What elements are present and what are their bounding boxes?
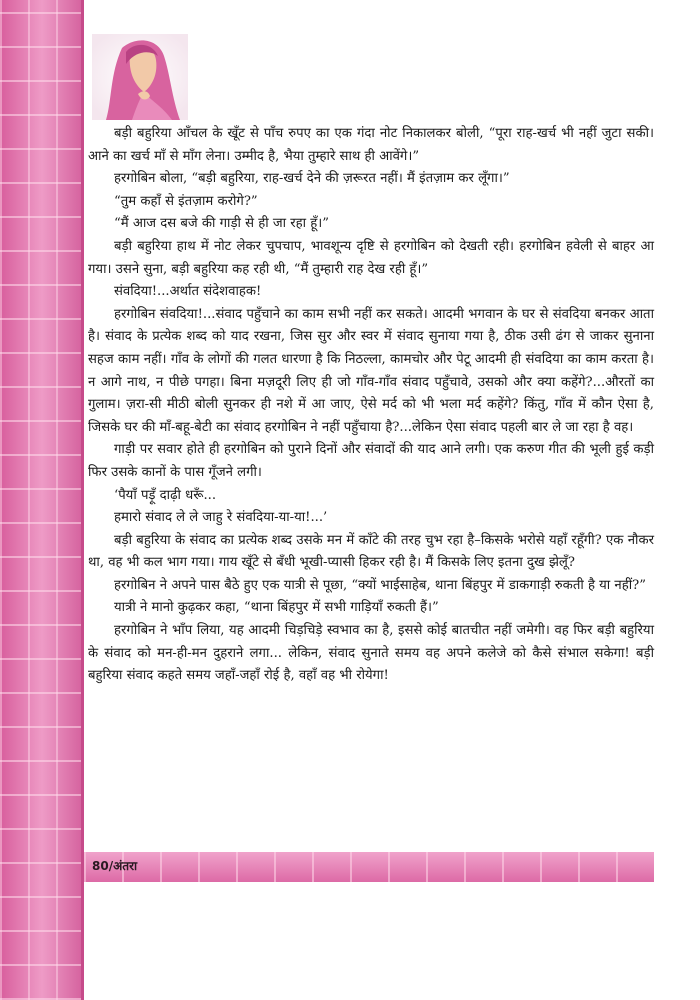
paragraph: हरगोबिन ने भाँप लिया, यह आदमी चिड़चिड़े स्वभाव का है, इससे कोई बातचीत नहीं जमेगी। वह फिर बड़ी बहुरिया के संवाद को मन-ही-मन दुहराने लगा... लेकिन, संवाद सुनाते समय वह अपने कलेजे को कैसे संभाल सकेगा! बड़ी बहुरिया संवाद कहते समय जहाँ-जहाँ रोई है, वहाँ वह भी रोयेगा! [88, 623, 654, 684]
paragraph: बड़ी बहुरिया के संवाद का प्रत्येक शब्द उसके मन में काँटे की तरह चुभ रहा है–किसके भरोसे यहाँ रहूँगी? एक नौकर था, वह भी कल भाग गया। गाय खूँटे से बँधी भूखी-प्यासी हिकर रही है। मैं किसके लिए इतना दुख झेलूँ? [88, 532, 654, 571]
paragraph: बड़ी बहुरिया हाथ में नोट लेकर चुपचाप, भावशून्य दृष्टि से हरगोबिन को देखती रही। हरगोबिन हवेली से बाहर आ गया। उसने सुना, बड़ी बहुरिया कह रही थी, “मैं तुम्हारी राह देख रही हूँ।” [88, 238, 654, 277]
paragraph: गाड़ी पर सवार होते ही हरगोबिन को पुराने दिनों और संवादों की याद आने लगी। एक करुण गीत की भूली हुई कड़ी फिर उसके कानों के पास गूँजने लगी। [88, 442, 654, 480]
paragraph: हरगोबिन बोला, “बड़ी बहुरिया, राह-खर्च देने की ज़रूरत नहीं। मैं इंतज़ाम कर लूँगा।” [114, 171, 510, 187]
page-number: 80/अंतरा [92, 859, 138, 873]
paragraph: संवदिया!...अर्थात संदेशवाहक! [114, 284, 262, 300]
woman-illustration [92, 34, 188, 120]
paragraph: हरगोबिन ने अपने पास बैठे हुए एक यात्री से पूछा, “क्यों भाईसाहेब, थाना बिंहपुर में डाकगाड़ी रुकती है या नहीं?” [114, 577, 646, 593]
left-decorative-border [0, 0, 84, 1000]
footer-decorative-band [84, 852, 654, 882]
paragraph: यात्री ने मानो कुढ़कर कहा, “थाना बिंहपुर में सभी गाड़ियाँ रुकती हैं।” [114, 600, 439, 616]
paragraph: बड़ी बहुरिया आँचल के खूँट से पाँच रुपए का एक गंदा नोट निकालकर बोली, “पूरा राह-खर्च भी नहीं जुटा सकी। आने का खर्च माँ से माँग लेना। उम्मीद है, भैया तुम्हारे साथ ही आवेंगे।” [88, 126, 654, 164]
story-text [88, 123, 654, 688]
verse-line: ‘पैयाँ पड़ूँ दाढ़ी धरूँ... [114, 487, 217, 503]
verse-line: हमारो संवाद ले ले जाहु रे संवदिया-या-या!...’ [114, 510, 328, 526]
paragraph: हरगोबिन संवदिया!...संवाद पहुँचाने का काम सभी नहीं कर सकते। आदमी भगवान के घर से संवदिया बनकर आता है। संवाद के प्रत्येक शब्द को याद रखना, जिस सुर और स्वर में संवाद सुनाया गया है, ठीक उसी ढंग से जाकर सुनाना सहज काम नहीं। गाँव के लोगों की गलत धारणा है कि निठल्ला, कामचोर और पेटू आदमी ही संवदिया का काम करता है। न आगे नाथ, न पीछे पगहा। बिना मज़दूरी लिए ही जो गाँव-गाँव संवाद पहुँचावे, उसको और क्या कहेंगे?...औरतों का गुलाम। ज़रा-सी मीठी बोली सुनकर ही नशे में आ जाए, ऐसे मर्द को भी भला मर्द कहेंगे? किंतु, गाँव में कौन ऐसा है, जिसके घर की माँ-बहू-बेटी का संवाद हरगोबिन ने नहीं पहुँचाया है?...लेकिन ऐसा संवाद पहली बार ले जा रहा है वह। [88, 306, 654, 435]
paragraph: “मैं आज दस बजे की गाड़ी से ही जा रहा हूँ।” [114, 216, 329, 232]
paragraph: “तुम कहाँ से इंतज़ाम करोगे?” [114, 193, 258, 209]
